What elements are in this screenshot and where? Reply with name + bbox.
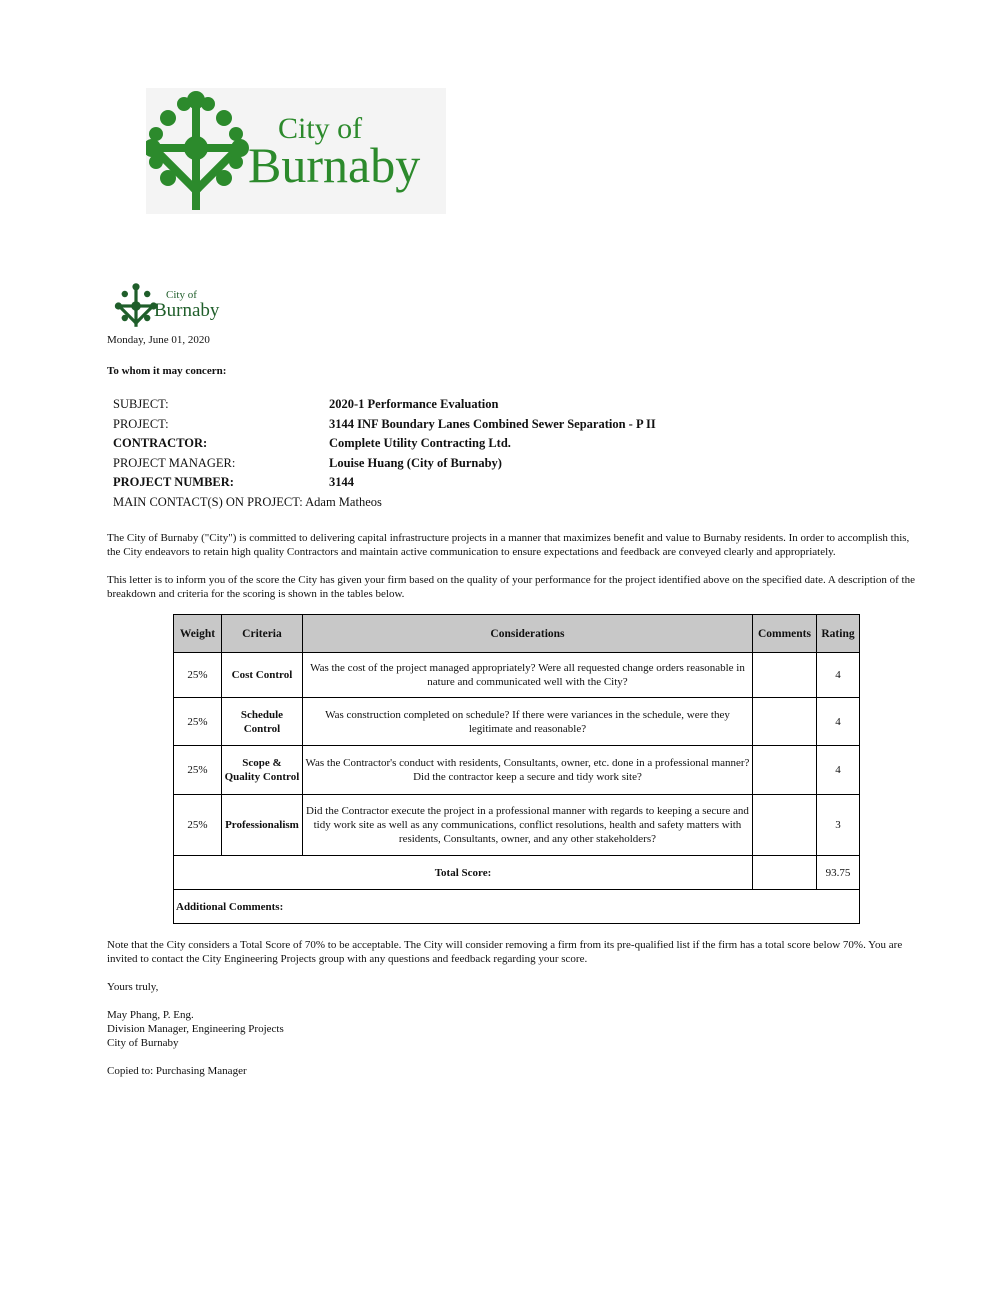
total-comments (753, 856, 817, 890)
info-value: 3144 (329, 475, 354, 489)
table-row (174, 795, 860, 856)
header-considerations: Considerations (302, 615, 752, 653)
row-weight: 25% (174, 698, 222, 746)
total-row (174, 856, 860, 890)
additional-comments-row (174, 890, 860, 924)
row-comments (753, 698, 817, 746)
main-contact: MAIN CONTACT(S) ON PROJECT: Adam Matheos (113, 494, 382, 509)
row-criteria: Schedule Control (221, 698, 302, 746)
header-rating: Rating (816, 615, 859, 653)
row-considerations: Was the cost of the project managed appropriately? Were all requested change orders reasonable in nature and communicated well with the City? (302, 653, 752, 698)
row-criteria: Professionalism (221, 795, 302, 856)
row-weight: 25% (174, 795, 222, 856)
row-weight: 25% (174, 653, 222, 698)
total-score-label: Total Score: (174, 856, 753, 890)
acceptance-note: Note that the City considers a Total Score of 70% to be acceptable. The City will consider removing a firm from its pre-qualified list if the firm has a total score below 70%. You are invited to contact the City Engineering Projects group with any questions and feedback regarding your score. (107, 939, 903, 965)
info-label: SUBJECT: (113, 397, 169, 411)
copied-to: Copied to: Purchasing Manager (107, 1065, 247, 1077)
info-value: Louise Huang (City of Burnaby) (329, 455, 502, 470)
row-considerations: Was the Contractor's conduct with residents, Consultants, owner, etc. done in a professional manner? Did the contractor keep a secure and tidy work site? (302, 746, 752, 795)
city-of-burnaby-logo (146, 88, 446, 214)
header-criteria: Criteria (221, 615, 302, 653)
info-row-project-manager (113, 454, 913, 474)
letter-date: Monday, June 01, 2020 (107, 334, 210, 346)
small-logo-line1: City of (166, 289, 197, 301)
signature-title: Division Manager, Engineering Projects (107, 1023, 284, 1035)
info-value: 2020-1 Performance Evaluation (329, 397, 499, 411)
logo-line2: Burnaby (248, 137, 421, 193)
header-weight: Weight (174, 615, 222, 653)
info-label: PROJECT: (113, 416, 169, 431)
row-rating: 4 (816, 698, 859, 746)
row-criteria: Scope & Quality Control (221, 746, 302, 795)
info-label: PROJECT NUMBER: (113, 475, 234, 489)
info-value: 3144 INF Boundary Lanes Combined Sewer Separation - P II (329, 416, 656, 431)
logo-line1: City of (278, 112, 363, 145)
info-row-contractor (113, 434, 913, 454)
evaluation-table (173, 614, 860, 924)
info-row-subject (113, 395, 913, 415)
row-weight: 25% (174, 746, 222, 795)
row-rating: 4 (816, 746, 859, 795)
row-considerations: Was construction completed on schedule? If there were variances in the schedule, were they legitimate and reasonable? (302, 698, 752, 746)
table-row (174, 653, 860, 698)
total-score-value: 93.75 (816, 856, 859, 890)
greeting: To whom it may concern: (107, 365, 227, 377)
table-header-row (174, 615, 860, 653)
project-info (113, 395, 913, 515)
signature-org: City of Burnaby (107, 1037, 179, 1049)
city-of-burnaby-small-logo (114, 280, 226, 328)
row-comments (753, 795, 817, 856)
info-label: PROJECT MANAGER: (113, 455, 236, 470)
small-logo-line2: Burnaby (154, 300, 220, 321)
row-rating: 4 (816, 653, 859, 698)
row-criteria: Cost Control (221, 653, 302, 698)
closing: Yours truly, (107, 981, 159, 993)
header-comments: Comments (753, 615, 817, 653)
snowflake-tree-small-icon (115, 283, 157, 327)
info-value: Complete Utility Contracting Ltd. (329, 436, 511, 450)
info-row-project-number (113, 473, 913, 493)
row-comments (753, 653, 817, 698)
signature-name: May Phang, P. Eng. (107, 1009, 194, 1021)
info-label: CONTRACTOR: (113, 436, 208, 450)
row-considerations: Did the Contractor execute the project in a professional manner with regards to keeping a secure and tidy work site as well as any communications, conflict resolutions, health and safety matters with residents, Consultants, owner, and any other stakeholders? (302, 795, 752, 856)
table-row (174, 746, 860, 795)
row-rating: 3 (816, 795, 859, 856)
info-row-project (113, 415, 913, 435)
table-row (174, 698, 860, 746)
row-comments (753, 746, 817, 795)
score-paragraph: This letter is to inform you of the score the City has given your firm based on the quality of your performance for the project identified above on the specified date. A description of the breakdown and criteria for the scoring is shown in the tables below. (107, 574, 915, 600)
additional-comments-label: Additional Comments: (174, 890, 860, 924)
intro-paragraph: The City of Burnaby ("City") is committed to delivering capital infrastructure projects in a manner that maximizes benefit and value to Burnaby residents. In order to accomplish this, the City endeavors to retain high quality Contractors and maintain active communication to ensure expectations and feedback are conveyed clearly and appropriately. (107, 532, 910, 558)
